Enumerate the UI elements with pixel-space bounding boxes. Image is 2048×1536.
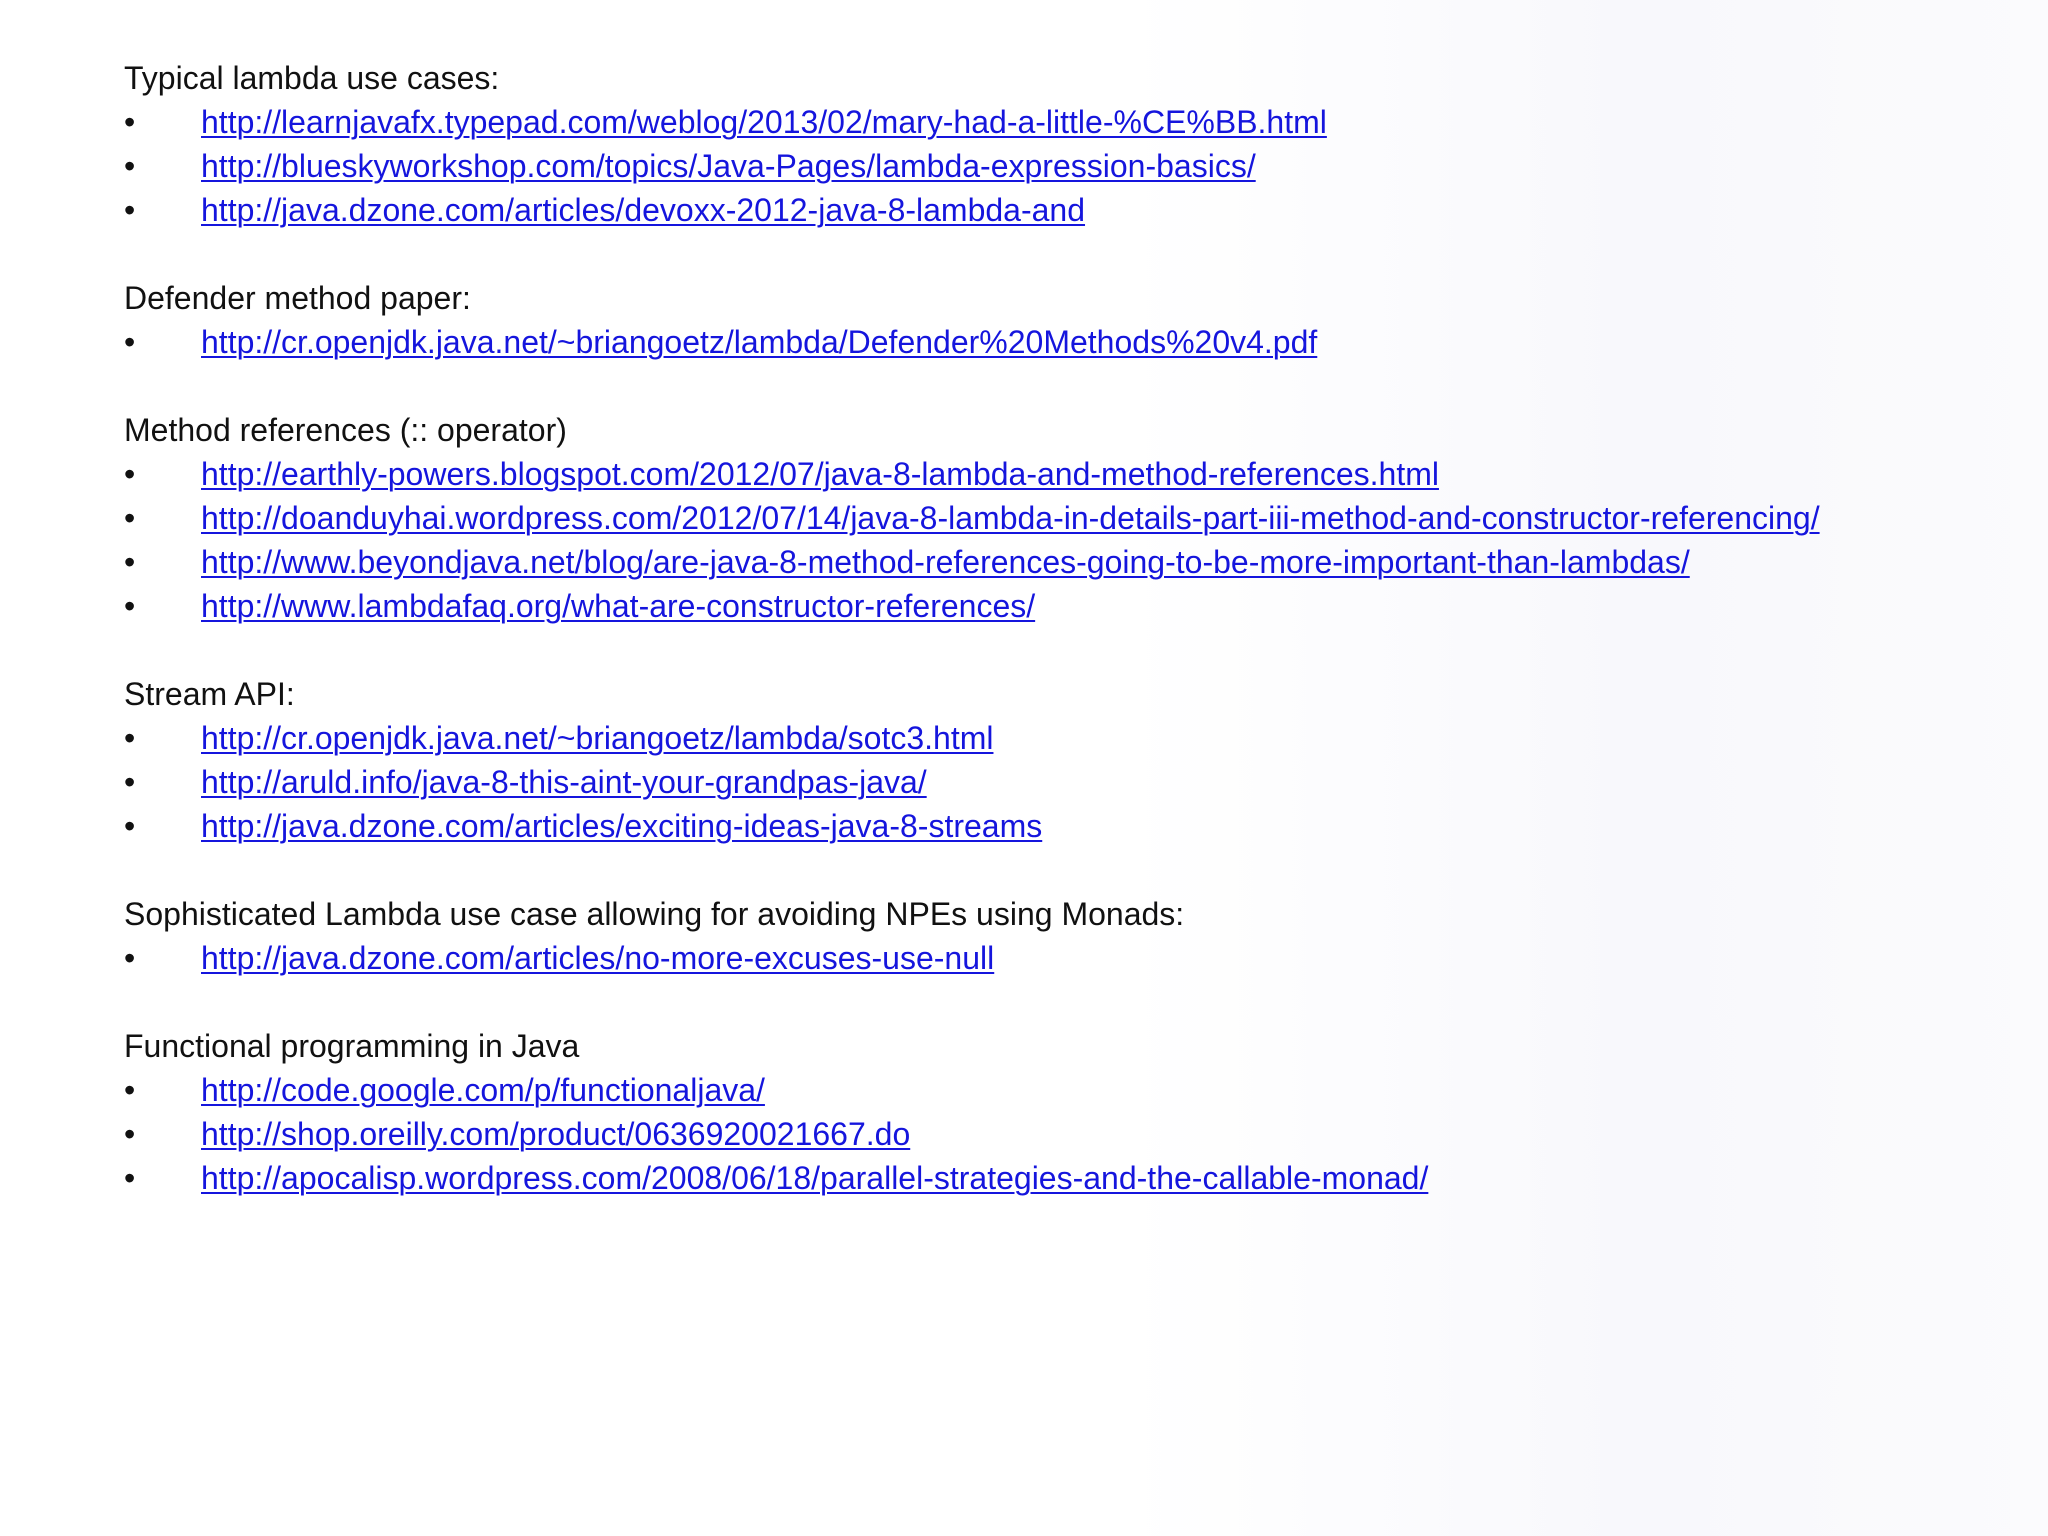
section-defender-method <box>124 276 1944 364</box>
section-functional-programming <box>124 1024 1944 1200</box>
section-heading: Typical lambda use cases: <box>124 60 500 96</box>
list-item <box>124 1068 1944 1112</box>
list-item <box>124 1156 1944 1200</box>
link[interactable]: http://blueskyworkshop.com/topics/Java-Pages/lambda-expression-basics/ <box>201 148 1256 184</box>
bullet-icon: • <box>124 1160 136 1196</box>
list-item <box>124 540 1944 584</box>
link[interactable]: http://learnjavafx.typepad.com/weblog/2013/02/mary-had-a-little-%CE%BB.html <box>201 104 1327 140</box>
link-list <box>124 100 1944 232</box>
bullet-icon: • <box>124 588 136 624</box>
list-item <box>124 452 1944 496</box>
link[interactable]: http://www.beyondjava.net/blog/are-java-8-method-references-going-to-be-more-important-than-lambdas/ <box>201 544 1690 580</box>
bullet-icon: • <box>124 1072 136 1108</box>
list-item <box>124 716 1944 760</box>
link-list <box>124 1068 1944 1200</box>
section-heading: Stream API: <box>124 676 295 712</box>
bullet-icon: • <box>124 192 136 228</box>
section-heading: Sophisticated Lambda use case allowing for avoiding NPEs using Monads: <box>124 896 1185 932</box>
section-heading: Functional programming in Java <box>124 1028 580 1064</box>
section-stream-api <box>124 672 1944 848</box>
list-item <box>124 320 1944 364</box>
bullet-icon: • <box>124 544 136 580</box>
link[interactable]: http://cr.openjdk.java.net/~briangoetz/lambda/sotc3.html <box>201 720 994 756</box>
bullet-icon: • <box>124 500 136 536</box>
list-item <box>124 760 1944 804</box>
bullet-icon: • <box>124 148 136 184</box>
link[interactable]: http://www.lambdafaq.org/what-are-constructor-references/ <box>201 588 1036 624</box>
slide-content <box>124 56 1944 1244</box>
link[interactable]: http://apocalisp.wordpress.com/2008/06/18/parallel-strategies-and-the-callable-monad/ <box>201 1160 1429 1196</box>
section-method-references <box>124 408 1944 628</box>
link[interactable]: http://java.dzone.com/articles/exciting-ideas-java-8-streams <box>201 808 1043 844</box>
bullet-icon: • <box>124 104 136 140</box>
link[interactable]: http://earthly-powers.blogspot.com/2012/07/java-8-lambda-and-method-references.html <box>201 456 1439 492</box>
bullet-icon: • <box>124 456 136 492</box>
bullet-icon: • <box>124 764 136 800</box>
link-list <box>124 936 1944 980</box>
link-list <box>124 320 1944 364</box>
link-list <box>124 452 1944 628</box>
section-monads <box>124 892 1944 980</box>
link[interactable]: http://aruld.info/java-8-this-aint-your-grandpas-java/ <box>201 764 927 800</box>
section-lambda-use-cases <box>124 56 1944 232</box>
list-item <box>124 936 1944 980</box>
bullet-icon: • <box>124 720 136 756</box>
list-item <box>124 100 1944 144</box>
link-list <box>124 716 1944 848</box>
list-item <box>124 804 1944 848</box>
link[interactable]: http://java.dzone.com/articles/no-more-excuses-use-null <box>201 940 995 976</box>
section-heading: Defender method paper: <box>124 280 471 316</box>
list-item <box>124 1112 1944 1156</box>
link[interactable]: http://cr.openjdk.java.net/~briangoetz/lambda/Defender%20Methods%20v4.pdf <box>201 324 1318 360</box>
list-item <box>124 584 1944 628</box>
link[interactable]: http://shop.oreilly.com/product/0636920021667.do <box>201 1116 911 1152</box>
bullet-icon: • <box>124 324 136 360</box>
link[interactable]: http://code.google.com/p/functionaljava/ <box>201 1072 765 1108</box>
section-heading: Method references (:: operator) <box>124 412 567 448</box>
bullet-icon: • <box>124 1116 136 1152</box>
list-item <box>124 496 1944 540</box>
bullet-icon: • <box>124 808 136 844</box>
link[interactable]: http://doanduyhai.wordpress.com/2012/07/14/java-8-lambda-in-details-part-iii-method-and-constructor-referencing/ <box>201 500 1820 536</box>
bullet-icon: • <box>124 940 136 976</box>
link[interactable]: http://java.dzone.com/articles/devoxx-2012-java-8-lambda-and <box>201 192 1086 228</box>
list-item <box>124 144 1944 188</box>
list-item <box>124 188 1944 232</box>
